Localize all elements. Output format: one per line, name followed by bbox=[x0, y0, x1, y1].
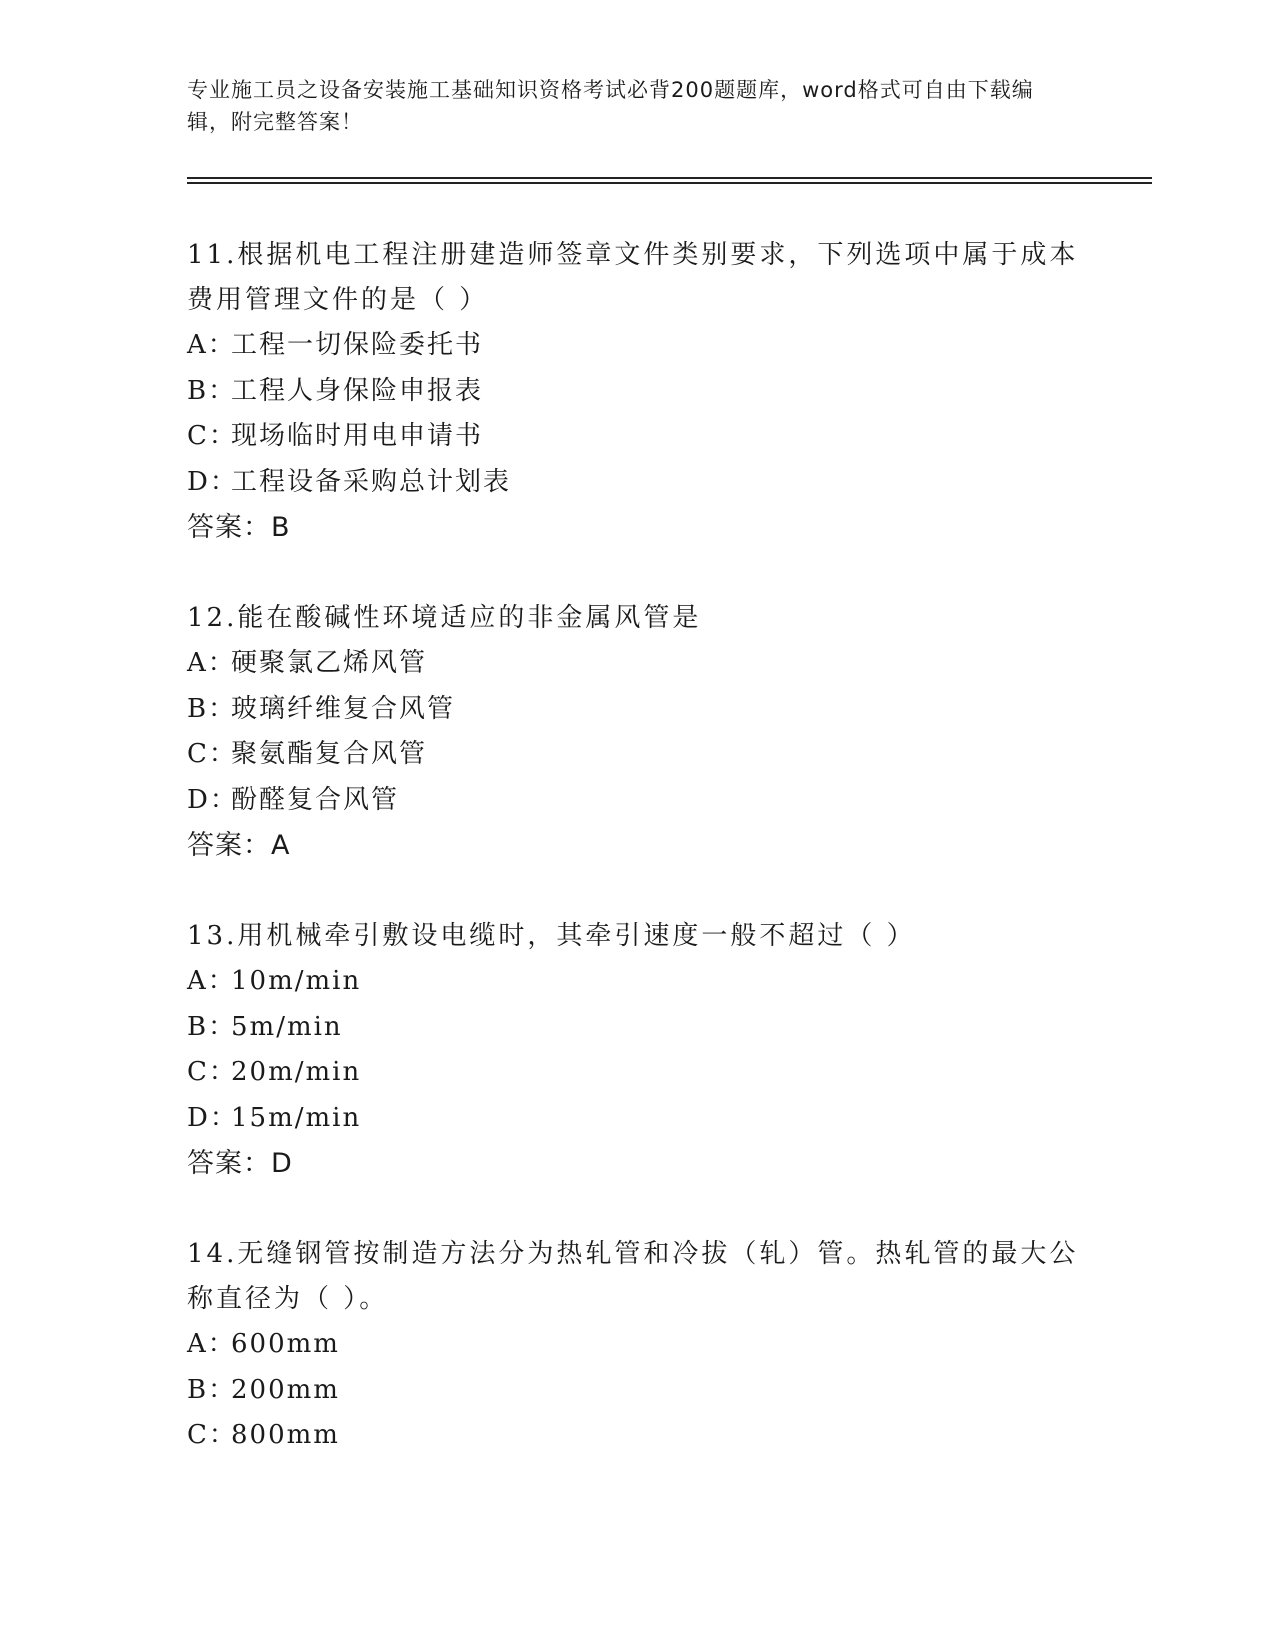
header-text: 专业施工员之设备安装施工基础知识资格考试必背200题题库，word格式可自由下载编辑，附完整答案！ bbox=[187, 78, 1034, 134]
question-13 bbox=[187, 914, 1087, 1187]
option-text: 20m/min bbox=[231, 1057, 362, 1087]
option-text: 600mm bbox=[231, 1329, 340, 1359]
option-c bbox=[187, 1050, 1087, 1096]
option-a bbox=[187, 323, 1087, 369]
option-a bbox=[187, 641, 1087, 687]
option-c bbox=[187, 732, 1087, 778]
question-title: 14.无缝钢管按制造方法分为热轧管和冷拔（轧）管。热轧管的最大公称直径为（ ）。 bbox=[187, 1239, 1079, 1314]
option-text: 聚氨酯复合风管 bbox=[231, 739, 428, 769]
option-text: 200mm bbox=[231, 1374, 340, 1405]
question-14 bbox=[187, 1232, 1087, 1459]
option-key: C： bbox=[187, 739, 237, 769]
question-title: 11.根据机电工程注册建造师签章文件类别要求，下列选项中属于成本费用管理文件的是（ ） bbox=[187, 240, 1079, 315]
option-d bbox=[187, 1096, 1087, 1142]
question-title: 13.用机械牵引敷设电缆时，其牵引速度一般不超过（ ） bbox=[187, 921, 916, 951]
answer-label: 答案：A bbox=[187, 830, 291, 861]
option-key: B： bbox=[187, 1374, 237, 1405]
question-list bbox=[187, 233, 1087, 1504]
option-c bbox=[187, 414, 1087, 460]
option-b bbox=[187, 687, 1087, 733]
option-b bbox=[187, 369, 1087, 415]
option-text: 10m/min bbox=[231, 966, 362, 996]
option-key: B： bbox=[187, 693, 237, 724]
option-b bbox=[187, 1005, 1087, 1051]
option-b bbox=[187, 1368, 1087, 1414]
option-c bbox=[187, 1413, 1087, 1459]
option-key: C： bbox=[187, 1057, 237, 1087]
option-key: C： bbox=[187, 1420, 237, 1450]
header-divider-bottom bbox=[187, 182, 1152, 184]
option-text: 工程设备采购总计划表 bbox=[231, 466, 512, 497]
option-key: A： bbox=[187, 966, 236, 996]
option-d bbox=[187, 778, 1087, 824]
option-key: A： bbox=[187, 1329, 236, 1359]
option-key: C： bbox=[187, 421, 237, 451]
question-11 bbox=[187, 233, 1087, 551]
option-a bbox=[187, 959, 1087, 1005]
option-d bbox=[187, 460, 1087, 506]
question-title: 12.能在酸碱性环境适应的非金属风管是 bbox=[187, 603, 702, 633]
option-key: D： bbox=[187, 1102, 238, 1133]
header-divider-top bbox=[187, 177, 1152, 179]
option-key: B： bbox=[187, 375, 237, 406]
option-text: 工程人身保险申报表 bbox=[231, 375, 484, 406]
answer-label: 答案：D bbox=[187, 1148, 293, 1179]
option-key: A： bbox=[187, 330, 236, 360]
option-a bbox=[187, 1322, 1087, 1368]
question-12 bbox=[187, 596, 1087, 869]
option-key: A： bbox=[187, 648, 236, 678]
option-key: D： bbox=[187, 784, 238, 815]
option-text: 5m/min bbox=[231, 1011, 343, 1042]
option-key: D： bbox=[187, 466, 238, 497]
option-text: 玻璃纤维复合风管 bbox=[231, 693, 456, 724]
option-text: 800mm bbox=[231, 1420, 340, 1450]
document-header bbox=[187, 74, 1067, 138]
option-text: 15m/min bbox=[231, 1102, 362, 1133]
option-text: 硬聚氯乙烯风管 bbox=[231, 648, 428, 678]
option-text: 工程一切保险委托书 bbox=[231, 330, 484, 360]
answer-label: 答案：B bbox=[187, 512, 291, 543]
option-text: 酚醛复合风管 bbox=[231, 784, 400, 815]
option-text: 现场临时用电申请书 bbox=[231, 421, 484, 451]
option-key: B： bbox=[187, 1011, 237, 1042]
